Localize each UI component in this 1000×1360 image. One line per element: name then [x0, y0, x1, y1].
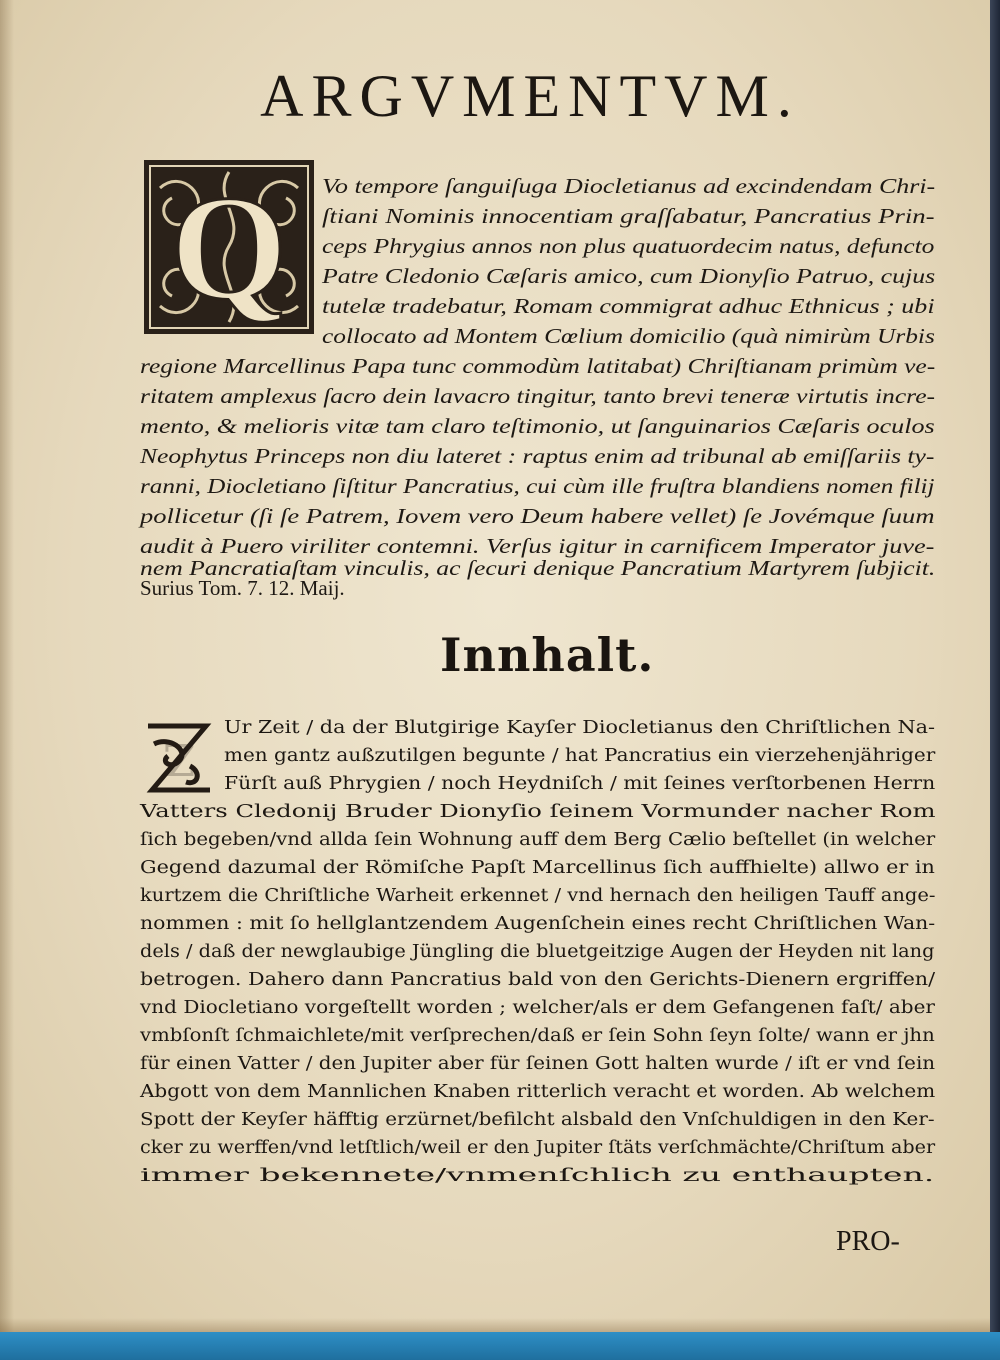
german-line-11: vnd Diocletiano vorgeſtellt worden ; welcher/als er dem Gefangenen faſt/ aber — [140, 998, 935, 1018]
german-line-15: Spott der Keyſer häfftig erzürnet/befilcht alsbald den Vnſchuldigen in den Ker- — [140, 1110, 935, 1130]
latin-line-6: collocato ad Montem Cœlium domicilio (quà nimirùm Urbis — [322, 324, 935, 348]
latin-line-3: ceps Phrygius annos non plus quatuordecim natus, defuncto — [322, 234, 935, 258]
german-line-8: nommen : mit ſo hellglantzendem Augenſchein eines recht Chriſtlichen Wan- — [140, 914, 936, 934]
latin-line-10: Neophytus Princeps non diu lateret : raptus enim ad tribunal ab emiſſariis ty- — [140, 444, 935, 468]
german-line-2: men gantz außzutilgen begunte / hat Pancratius ein vierzehenjähriger — [224, 746, 936, 766]
page-bottom-shadow — [0, 1318, 990, 1332]
page-title: ARGVMENTVM. — [260, 63, 800, 129]
german-line-17: immer bekennete/vnmenſchlich zu enthaupten. — [140, 1166, 935, 1186]
latin-line-12: pollicetur (ſi ſe Patrem, Iovem vero Deum habere vellet) ſe Jovémque ſuum — [140, 504, 935, 528]
latin-line-14: nem Pancratiaſtam vinculis, ac ſecuri denique Pancratium Martyrem ſubjicit. — [140, 556, 936, 580]
german-line-12: vmbſonſt ſchmaichlete/mit verſprechen/daß er ſein Sohn ſeyn ſolte/ wann er jhn — [140, 1026, 935, 1046]
gutter-shadow — [0, 0, 14, 1332]
source-citation: Surius Tom. 7. 12. Maij. — [140, 576, 345, 600]
scanner-background-strip — [0, 1332, 1000, 1360]
latin-line-5: tutelæ tradebatur, Romam commigrat adhuc Ethnicus ; ubi — [322, 294, 935, 318]
german-line-6: Gegend dazumal der Römiſche Papſt Marcellinus ſich auffhielte) allwo er in — [140, 858, 935, 878]
german-line-4: Vatters Cledonij Bruder Dionyſio ſeinem Vormunder nacher Rom — [140, 802, 936, 822]
latin-line-4: Patre Cledonio Cæſaris amico, cum Dionyſio Patruo, cujus — [322, 264, 936, 288]
latin-line-11: ranni, Diocletiano ſiſtitur Pancratius, cui cùm ille fruſtra blandiens nomen filij — [140, 474, 935, 498]
german-line-10: betrogen. Dahero dann Pancratius bald von den Gerichts-Dienern ergriffen/ — [140, 970, 936, 990]
latin-line-1: Vo tempore ſanguiſuga Diocletianus ad excindendam Chri- — [322, 174, 936, 198]
german-line-13: für einen Vatter / den Jupiter aber für ſeinen Gott halten wurde / iſt er vnd ſein — [140, 1054, 936, 1074]
latin-line-7: regione Marcellinus Papa tunc commodùm latitabat) Chriſtianam primùm ve- — [140, 354, 936, 378]
german-line-7: kurtzem die Chriſtliche Warheit erkennet / vnd hernach den heiligen Tauff ange- — [140, 886, 936, 906]
german-line-1: Ur Zeit / da der Blutgirige Kayſer Diocletianus den Chriſtlichen Na- — [224, 718, 936, 738]
german-line-5: ſich begeben/vnd allda ſein Wohnung auff dem Berg Cælio beſtellet (in welcher — [140, 830, 936, 850]
dropcap-letter: Q — [170, 165, 288, 331]
german-line-14: Abgott von dem Mannlichen Knaben ritterlich veracht et worden. Ab welchem — [140, 1082, 936, 1102]
german-line-16: cker zu werffen/vnd letſtlich/weil er den Jupiter ſtäts verſchmächte/Chriſtum aber — [140, 1138, 936, 1158]
adjacent-page-edge — [990, 0, 1000, 1360]
german-heading: Innhalt. — [440, 628, 655, 682]
ornamental-initial-q — [142, 158, 316, 336]
dropcap2-letter: Z — [162, 736, 196, 787]
latin-line-8: ritatem amplexus ſacro dein lavacro tingitur, tanto brevi teneræ virtutis incre- — [140, 384, 936, 408]
ornamental-initial-z — [140, 716, 218, 800]
german-line-3: Fürſt auß Phrygien / noch Heydniſch / mit ſeines verſtorbenen Herrn — [224, 774, 936, 794]
latin-line-9: mento, & melioris vitæ tam claro teſtimonio, ut ſanguinarios Cæſaris oculos — [140, 414, 935, 438]
latin-line-13: audit à Puero viriliter contemni. Verſus igitur in carnificem Imperator juve- — [140, 534, 935, 558]
german-line-9: dels / daß der newglaubige Jüngling die bluetgeitzige Augen der Heyden nit lang — [140, 942, 935, 962]
latin-line-2: ſtiani Nominis innocentiam graſſabatur, Pancratius Prin- — [322, 204, 935, 228]
catchword: PRO- — [836, 1226, 900, 1257]
